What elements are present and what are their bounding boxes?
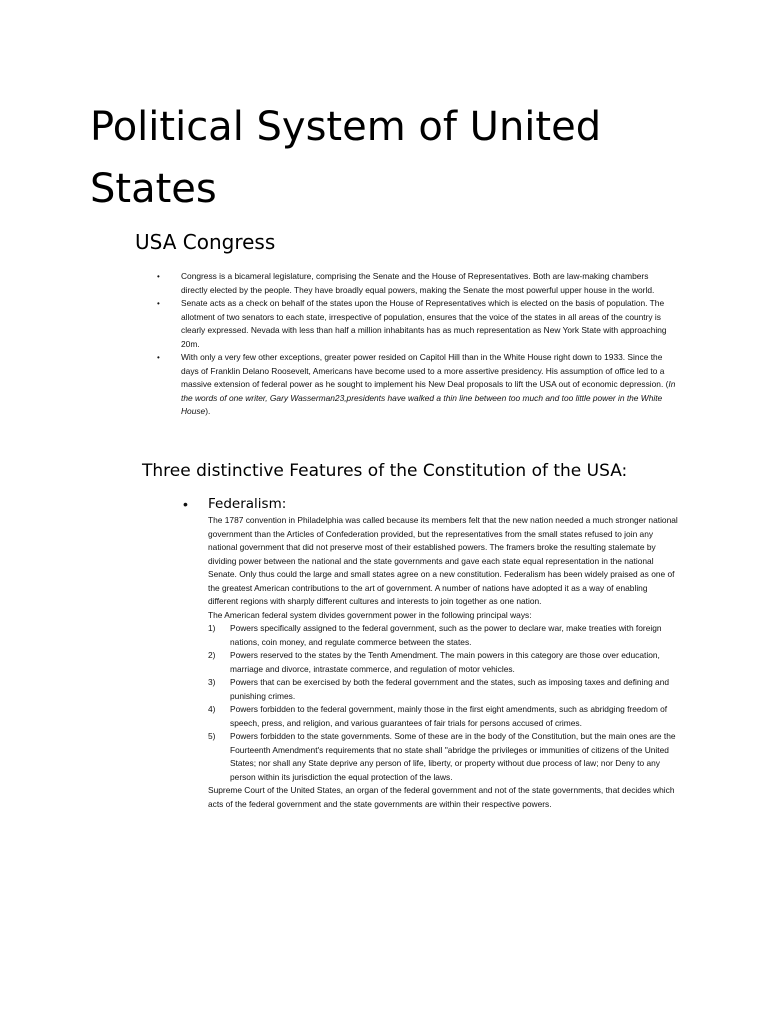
numbered-item: [208, 676, 678, 703]
bullet-suffix: ).: [205, 406, 211, 416]
numbered-item: [208, 703, 678, 730]
federalism-heading: Federalism:: [208, 496, 287, 512]
federalism-heading-row: [183, 494, 678, 514]
numbered-item: [208, 622, 678, 649]
bullet-icon: •: [157, 272, 160, 281]
bullet-text: Congress is a bicameral legislature, comprising the Senate and the House of Representatives. Both are law-making chambers directly elected by the people. They have broadly equal powers, making the Senate the most powerful upper house in the world.: [181, 271, 655, 295]
bullet-text: Senate acts as a check on behalf of the states upon the House of Representatives which is elected on the basis of population. The allotment of two senators to each state, irrespective of population, ensures that the voice of the states in all areas of the country is clearly expressed. Nevada with less than half a million inhabitants has as much representation as New York State with approaching 20m.: [181, 298, 667, 349]
bullet-item: [155, 270, 677, 297]
item-text: Powers specifically assigned to the federal government, such as the power to declare war, make treaties with foreign nations, coin money, and regulate commerce between the states.: [230, 623, 662, 647]
bullet-italic-quote: In the words of one writer, Gary Wasserman23,presidents have walked a thin line between too much and too little power in the White House: [181, 379, 676, 416]
item-number: 2): [208, 650, 216, 660]
federal-powers-list: [208, 622, 678, 784]
federalism-lead-paragraph: The American federal system divides government power in the following principal ways:: [208, 609, 532, 620]
federalism-intro-paragraph: The 1787 convention in Philadelphia was called because its members felt that the new nation needed a much stronger national government than the Articles of Confederation provided, but the representatives from the small states refused to join any national government that did not preserve most of their established powers. The framers broke the resulting stalemate by dividing power between the national and the state governments and gave each state equal representation in the national Senate. Only thus could the large and small states agree on a new constitution. Federalism has been widely praised as one of the greatest American contributions to the art of government. A number of nations have adopted it as a way of enabling different regions with sharply different cultures and interests to join together as one nation.: [208, 515, 678, 606]
item-number: 1): [208, 623, 216, 633]
bullet-item: [155, 351, 677, 419]
numbered-item: [208, 649, 678, 676]
bullet-text: With only a very few other exceptions, greater power resided on Capitol Hill than in the White House right down to 1933. Since the days of Franklin Delano Roosevelt, Americans have become used to a more assertive presidency. His assumption of office led to a massive extension of federal power as he sought to implement his New Deal proposals to lift the USA out of economic depression. (: [181, 352, 669, 389]
federalism-closing-paragraph: Supreme Court of the United States, an organ of the federal government and not of the state governments, that decides which acts of the federal government and the state governments are within their respective powers.: [208, 785, 675, 809]
bullet-icon: •: [157, 353, 160, 362]
item-text: Powers reserved to the states by the Tenth Amendment. The main powers in this category are those over education, marriage and divorce, intrastate commerce, and regulation of motor vehicles.: [230, 650, 660, 674]
section-heading-usa-congress: USA Congress: [135, 230, 276, 254]
item-text: Powers forbidden to the state governments. Some of these are in the body of the Constitution, but the main ones are the Fourteenth Amendment's requirements that no state shall "abridge the privileges or immunities of citizens of the United States; nor shall any State deprive any person of life, liberty, or property without due process of law; nor Deny to any person within its jurisdiction the equal protection of the laws.: [230, 731, 676, 782]
item-text: Powers that can be exercised by both the federal government and the states, such as imposing taxes and defining and punishing crimes.: [230, 677, 670, 701]
federalism-body: [208, 514, 678, 811]
bullet-icon: •: [157, 299, 160, 308]
bullet-icon: •: [183, 496, 188, 512]
item-number: 3): [208, 677, 216, 687]
item-number: 5): [208, 731, 216, 741]
numbered-item: [208, 730, 678, 784]
bullet-item: [155, 297, 677, 351]
item-number: 4): [208, 704, 216, 714]
section-heading-constitution-features: Three distinctive Features of the Constitution of the USA:: [142, 461, 628, 481]
item-text: Powers forbidden to the federal government, mainly those in the first eight amendments, such as abridging freedom of speech, press, and religion, and various guarantees of fair trials for persons accused of crimes.: [230, 704, 668, 728]
federalism-section: [183, 494, 678, 811]
page-title: Political System of United States: [90, 104, 602, 212]
congress-bullet-list: [155, 270, 677, 419]
